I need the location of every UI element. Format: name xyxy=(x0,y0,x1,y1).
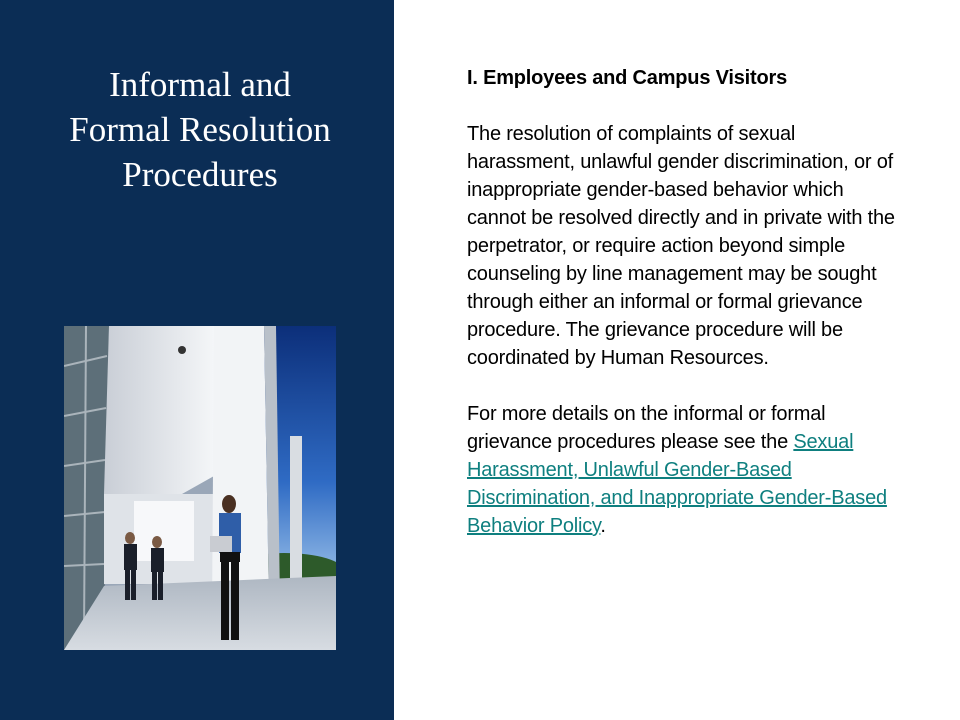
policy-link[interactable]: Sexual Harassment, Unlawful Gender-Based Discrimination, and Inappropriate Gender-Based Behavior Policy xyxy=(467,431,887,537)
office-building-photo xyxy=(64,326,336,650)
content-area xyxy=(467,64,907,540)
details-text: For more details on the informal or formal grievance procedures please see the xyxy=(467,403,826,453)
resolution-paragraph: The resolution of complaints of sexual harassment, unlawful gender discrimination, or of inappropriate gender-based behavior which cannot be resolved directly and in private with the perpetrator, or require action beyond simple counseling by line management may be sought through either an informal or formal grievance procedure. The grievance procedure will be coordinated by Human Resources. xyxy=(467,123,895,369)
details-paragraph xyxy=(467,400,907,540)
building-illustration xyxy=(64,326,336,650)
slide-title-line-1: Informal and xyxy=(109,65,291,104)
slide-title-line-2: Formal Resolution xyxy=(69,110,331,149)
section-heading: I. Employees and Campus Visitors xyxy=(467,67,788,89)
details-period: . xyxy=(600,515,606,537)
slide-title xyxy=(0,62,400,197)
slide-title-line-3: Procedures xyxy=(122,155,278,194)
sidebar-panel xyxy=(0,0,394,720)
